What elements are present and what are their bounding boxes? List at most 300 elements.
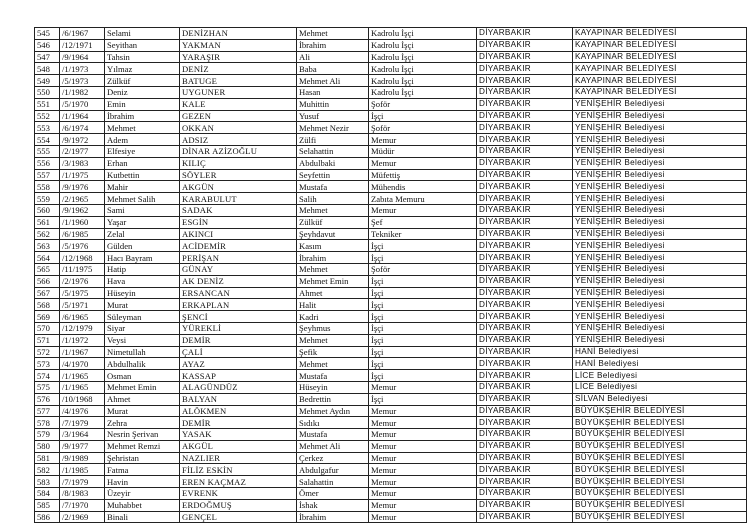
birth-date-cell: /2/1965 xyxy=(60,193,105,205)
city-cell: DİYARBAKIR xyxy=(477,334,573,346)
father-name-cell: Mehmet Aydın xyxy=(297,405,369,417)
surname-cell: NAZLIER xyxy=(180,452,297,464)
institution-cell: BÜYÜKŞEHİR BELEDİYESİ xyxy=(573,405,747,417)
surname-cell: ŞENCİ xyxy=(180,311,297,323)
surname-cell: GEZEN xyxy=(180,110,297,122)
table-row xyxy=(35,452,747,464)
surname-cell: ERSANCAN xyxy=(180,287,297,299)
birth-date-cell: /7/1970 xyxy=(60,499,105,511)
city-cell: DİYARBAKIR xyxy=(477,499,573,511)
birth-date-cell: /2/1977 xyxy=(60,145,105,157)
city-cell: DİYARBAKIR xyxy=(477,193,573,205)
surname-cell: YÜREKLİ xyxy=(180,322,297,334)
row-number-cell: 545 xyxy=(35,28,60,40)
job-title-cell: Memur xyxy=(369,204,477,216)
city-cell: DİYARBAKIR xyxy=(477,322,573,334)
table-row xyxy=(35,311,747,323)
job-title-cell: Memur xyxy=(369,417,477,429)
institution-cell: YENİŞEHİR Belediyesi xyxy=(573,240,747,252)
row-number-cell: 565 xyxy=(35,263,60,275)
table-row xyxy=(35,499,747,511)
job-title-cell: İşçi xyxy=(369,311,477,323)
first-name-cell: Üzeyir xyxy=(105,488,180,500)
job-title-cell: Tekniker xyxy=(369,228,477,240)
city-cell: DİYARBAKIR xyxy=(477,28,573,40)
first-name-cell: Sami xyxy=(105,204,180,216)
surname-cell: DENİZ xyxy=(180,63,297,75)
table-row xyxy=(35,440,747,452)
father-name-cell: Şeyhdavut xyxy=(297,228,369,240)
city-cell: DİYARBAKIR xyxy=(477,370,573,382)
first-name-cell: Gülden xyxy=(105,240,180,252)
job-title-cell: İşçi xyxy=(369,358,477,370)
row-number-cell: 578 xyxy=(35,417,60,429)
table-row xyxy=(35,193,747,205)
table-row xyxy=(35,122,747,134)
surname-cell: SADAK xyxy=(180,204,297,216)
job-title-cell: Şoför xyxy=(369,122,477,134)
table-row xyxy=(35,252,747,264)
institution-cell: YENİŞEHİR Belediyesi xyxy=(573,275,747,287)
surname-cell: AK DENİZ xyxy=(180,275,297,287)
table-row xyxy=(35,216,747,228)
surname-cell: ALAGÜNDÜZ xyxy=(180,381,297,393)
birth-date-cell: /7/1979 xyxy=(60,417,105,429)
job-title-cell: Zabıta Memuru xyxy=(369,193,477,205)
job-title-cell: Memur xyxy=(369,499,477,511)
job-title-cell: İşçi xyxy=(369,299,477,311)
first-name-cell: Hatip xyxy=(105,263,180,275)
father-name-cell: Sıdıkı xyxy=(297,417,369,429)
surname-cell: KASSAP xyxy=(180,370,297,382)
father-name-cell: Mehmet xyxy=(297,28,369,40)
row-number-cell: 576 xyxy=(35,393,60,405)
surname-cell: GENÇEL xyxy=(180,511,297,523)
father-name-cell: Mehmet Ali xyxy=(297,440,369,452)
row-number-cell: 564 xyxy=(35,252,60,264)
job-title-cell: Memur xyxy=(369,511,477,523)
first-name-cell: Yaşar xyxy=(105,216,180,228)
surname-cell: KARABULUT xyxy=(180,193,297,205)
table-row xyxy=(35,381,747,393)
city-cell: DİYARBAKIR xyxy=(477,476,573,488)
table-row xyxy=(35,39,747,51)
birth-date-cell: /1/1973 xyxy=(60,63,105,75)
surname-cell: DİNAR AZİZOĞLU xyxy=(180,145,297,157)
city-cell: DİYARBAKIR xyxy=(477,346,573,358)
row-number-cell: 579 xyxy=(35,429,60,441)
surname-cell: YASAK xyxy=(180,429,297,441)
institution-cell: YENİŞEHİR Belediyesi xyxy=(573,287,747,299)
table-row xyxy=(35,393,747,405)
table-row xyxy=(35,299,747,311)
city-cell: DİYARBAKIR xyxy=(477,51,573,63)
institution-cell: HANİ Belediyesi xyxy=(573,346,747,358)
first-name-cell: Nesrin Şerivan xyxy=(105,429,180,441)
birth-date-cell: /3/1964 xyxy=(60,429,105,441)
institution-cell: YENİŞEHİR Belediyesi xyxy=(573,299,747,311)
city-cell: DİYARBAKIR xyxy=(477,358,573,370)
birth-date-cell: /9/1977 xyxy=(60,440,105,452)
surname-cell: AKINCI xyxy=(180,228,297,240)
father-name-cell: Mustafa xyxy=(297,181,369,193)
father-name-cell: Salih xyxy=(297,193,369,205)
father-name-cell: Mehmet Nezir xyxy=(297,122,369,134)
job-title-cell: Şef xyxy=(369,216,477,228)
job-title-cell: Mühendis xyxy=(369,181,477,193)
father-name-cell: İbrahim xyxy=(297,511,369,523)
first-name-cell: Binali xyxy=(105,511,180,523)
birth-date-cell: /9/1989 xyxy=(60,452,105,464)
father-name-cell: Ahmet xyxy=(297,287,369,299)
row-number-cell: 582 xyxy=(35,464,60,476)
father-name-cell: Mehmet xyxy=(297,358,369,370)
first-name-cell: Havin xyxy=(105,476,180,488)
job-title-cell: İşçi xyxy=(369,110,477,122)
father-name-cell: Ali xyxy=(297,51,369,63)
city-cell: DİYARBAKIR xyxy=(477,216,573,228)
first-name-cell: Mehmet Salih xyxy=(105,193,180,205)
row-number-cell: 585 xyxy=(35,499,60,511)
surname-cell: PERİŞAN xyxy=(180,252,297,264)
table-row xyxy=(35,476,747,488)
birth-date-cell: /1/1985 xyxy=(60,464,105,476)
institution-cell: KAYAPINAR BELEDİYESİ xyxy=(573,51,747,63)
institution-cell: YENİŞEHİR Belediyesi xyxy=(573,204,747,216)
job-title-cell: Memur xyxy=(369,452,477,464)
job-title-cell: Kadrolu İşçi xyxy=(369,86,477,98)
table-row xyxy=(35,417,747,429)
job-title-cell: İşçi xyxy=(369,252,477,264)
father-name-cell: Abdulbaki xyxy=(297,157,369,169)
row-number-cell: 581 xyxy=(35,452,60,464)
job-title-cell: Memur xyxy=(369,381,477,393)
first-name-cell: Murat xyxy=(105,299,180,311)
row-number-cell: 575 xyxy=(35,381,60,393)
father-name-cell: Abdulgafur xyxy=(297,464,369,476)
institution-cell: YENİŞEHİR Belediyesi xyxy=(573,181,747,193)
father-name-cell: Bedrettin xyxy=(297,393,369,405)
city-cell: DİYARBAKIR xyxy=(477,110,573,122)
first-name-cell: Mahir xyxy=(105,181,180,193)
institution-cell: BÜYÜKŞEHİR BELEDİYESİ xyxy=(573,417,747,429)
father-name-cell: Mehmet xyxy=(297,263,369,275)
birth-date-cell: /4/1970 xyxy=(60,358,105,370)
surname-cell: KILIÇ xyxy=(180,157,297,169)
table-row xyxy=(35,275,747,287)
institution-cell: YENİŞEHİR Belediyesi xyxy=(573,311,747,323)
father-name-cell: Ömer xyxy=(297,488,369,500)
surname-cell: YAKMAN xyxy=(180,39,297,51)
table-row xyxy=(35,429,747,441)
job-title-cell: İşçi xyxy=(369,334,477,346)
table-row xyxy=(35,204,747,216)
row-number-cell: 559 xyxy=(35,193,60,205)
row-number-cell: 553 xyxy=(35,122,60,134)
row-number-cell: 569 xyxy=(35,311,60,323)
table-row xyxy=(35,488,747,500)
first-name-cell: Veysi xyxy=(105,334,180,346)
job-title-cell: İşçi xyxy=(369,240,477,252)
row-number-cell: 546 xyxy=(35,39,60,51)
birth-date-cell: /1/1965 xyxy=(60,370,105,382)
institution-cell: YENİŞEHİR Belediyesi xyxy=(573,98,747,110)
birth-date-cell: /6/1985 xyxy=(60,228,105,240)
birth-date-cell: /9/1972 xyxy=(60,134,105,146)
first-name-cell: Mehmet xyxy=(105,122,180,134)
father-name-cell: Mustafa xyxy=(297,429,369,441)
institution-cell: KAYAPINAR BELEDİYESİ xyxy=(573,28,747,40)
surname-cell: DENİZHAN xyxy=(180,28,297,40)
father-name-cell: Muhittin xyxy=(297,98,369,110)
surname-cell: DEMİR xyxy=(180,417,297,429)
first-name-cell: Zehra xyxy=(105,417,180,429)
city-cell: DİYARBAKIR xyxy=(477,39,573,51)
institution-cell: KAYAPINAR BELEDİYESİ xyxy=(573,39,747,51)
table-row xyxy=(35,63,747,75)
job-title-cell: Kadrolu İşçi xyxy=(369,75,477,87)
row-number-cell: 567 xyxy=(35,287,60,299)
institution-cell: YENİŞEHİR Belediyesi xyxy=(573,110,747,122)
first-name-cell: Zelal xyxy=(105,228,180,240)
row-number-cell: 554 xyxy=(35,134,60,146)
first-name-cell: Deniz xyxy=(105,86,180,98)
row-number-cell: 580 xyxy=(35,440,60,452)
surname-cell: GÜNAY xyxy=(180,263,297,275)
city-cell: DİYARBAKIR xyxy=(477,145,573,157)
row-number-cell: 563 xyxy=(35,240,60,252)
first-name-cell: Seyithan xyxy=(105,39,180,51)
row-number-cell: 568 xyxy=(35,299,60,311)
first-name-cell: Hacı Bayram xyxy=(105,252,180,264)
father-name-cell: Selahattin xyxy=(297,145,369,157)
job-title-cell: Şoför xyxy=(369,98,477,110)
birth-date-cell: /1/1964 xyxy=(60,110,105,122)
table-row xyxy=(35,358,747,370)
city-cell: DİYARBAKIR xyxy=(477,98,573,110)
row-number-cell: 571 xyxy=(35,334,60,346)
surname-cell: ACİDEMİR xyxy=(180,240,297,252)
first-name-cell: Muhabbet xyxy=(105,499,180,511)
first-name-cell: Selami xyxy=(105,28,180,40)
first-name-cell: Ahmet xyxy=(105,393,180,405)
table-row xyxy=(35,86,747,98)
table-row xyxy=(35,228,747,240)
institution-cell: YENİŞEHİR Belediyesi xyxy=(573,193,747,205)
birth-date-cell: /6/1965 xyxy=(60,311,105,323)
row-number-cell: 548 xyxy=(35,63,60,75)
row-number-cell: 583 xyxy=(35,476,60,488)
institution-cell: YENİŞEHİR Belediyesi xyxy=(573,263,747,275)
city-cell: DİYARBAKIR xyxy=(477,381,573,393)
city-cell: DİYARBAKIR xyxy=(477,299,573,311)
institution-cell: LİCE Belediyesi xyxy=(573,381,747,393)
row-number-cell: 557 xyxy=(35,169,60,181)
city-cell: DİYARBAKIR xyxy=(477,86,573,98)
document-page xyxy=(34,27,746,523)
father-name-cell: Baba xyxy=(297,63,369,75)
institution-cell: SİLVAN Belediyesi xyxy=(573,393,747,405)
row-number-cell: 577 xyxy=(35,405,60,417)
institution-cell: BÜYÜKŞEHİR BELEDİYESİ xyxy=(573,499,747,511)
first-name-cell: Süleyman xyxy=(105,311,180,323)
city-cell: DİYARBAKIR xyxy=(477,252,573,264)
city-cell: DİYARBAKIR xyxy=(477,240,573,252)
surname-cell: OKKAN xyxy=(180,122,297,134)
job-title-cell: Memur xyxy=(369,157,477,169)
institution-cell: YENİŞEHİR Belediyesi xyxy=(573,252,747,264)
father-name-cell: Şeyhmus xyxy=(297,322,369,334)
first-name-cell: Hüseyin xyxy=(105,287,180,299)
job-title-cell: İşçi xyxy=(369,287,477,299)
first-name-cell: Nimetullah xyxy=(105,346,180,358)
city-cell: DİYARBAKIR xyxy=(477,429,573,441)
birth-date-cell: /3/1983 xyxy=(60,157,105,169)
job-title-cell: Kadrolu İşçi xyxy=(369,39,477,51)
birth-date-cell: /11/1975 xyxy=(60,263,105,275)
father-name-cell: Çerkez xyxy=(297,452,369,464)
job-title-cell: İşçi xyxy=(369,275,477,287)
birth-date-cell: /2/1976 xyxy=(60,275,105,287)
table-row xyxy=(35,145,747,157)
surname-cell: BALYAN xyxy=(180,393,297,405)
table-row xyxy=(35,240,747,252)
father-name-cell: Şefik xyxy=(297,346,369,358)
birth-date-cell: /5/1971 xyxy=(60,299,105,311)
city-cell: DİYARBAKIR xyxy=(477,134,573,146)
father-name-cell: Salahattin xyxy=(297,476,369,488)
row-number-cell: 574 xyxy=(35,370,60,382)
surname-cell: ERKAPLAN xyxy=(180,299,297,311)
city-cell: DİYARBAKIR xyxy=(477,311,573,323)
birth-date-cell: /1/1965 xyxy=(60,381,105,393)
job-title-cell: İşçi xyxy=(369,322,477,334)
table-row xyxy=(35,110,747,122)
birth-date-cell: /5/1976 xyxy=(60,240,105,252)
first-name-cell: Osman xyxy=(105,370,180,382)
table-row xyxy=(35,287,747,299)
surname-cell: ESGİN xyxy=(180,216,297,228)
row-number-cell: 584 xyxy=(35,488,60,500)
first-name-cell: Yılmaz xyxy=(105,63,180,75)
table-row xyxy=(35,464,747,476)
first-name-cell: Hava xyxy=(105,275,180,287)
table-row xyxy=(35,98,747,110)
surname-cell: ALÖKMEN xyxy=(180,405,297,417)
job-title-cell: Memur xyxy=(369,429,477,441)
birth-date-cell: /12/1968 xyxy=(60,252,105,264)
birth-date-cell: /6/1974 xyxy=(60,122,105,134)
city-cell: DİYARBAKIR xyxy=(477,464,573,476)
table-row xyxy=(35,346,747,358)
city-cell: DİYARBAKIR xyxy=(477,263,573,275)
row-number-cell: 556 xyxy=(35,157,60,169)
city-cell: DİYARBAKIR xyxy=(477,511,573,523)
city-cell: DİYARBAKIR xyxy=(477,275,573,287)
institution-cell: BÜYÜKŞEHİR BELEDİYESİ xyxy=(573,476,747,488)
father-name-cell: Seyfettin xyxy=(297,169,369,181)
birth-date-cell: /1/1982 xyxy=(60,86,105,98)
birth-date-cell: /12/1971 xyxy=(60,39,105,51)
birth-date-cell: /4/1976 xyxy=(60,405,105,417)
table-row xyxy=(35,157,747,169)
job-title-cell: Şoför xyxy=(369,263,477,275)
first-name-cell: Siyar xyxy=(105,322,180,334)
birth-date-cell: /9/1962 xyxy=(60,204,105,216)
job-title-cell: Kadrolu İşçi xyxy=(369,51,477,63)
institution-cell: YENİŞEHİR Belediyesi xyxy=(573,157,747,169)
surname-cell: KALE xyxy=(180,98,297,110)
birth-date-cell: /12/1979 xyxy=(60,322,105,334)
surname-cell: BATUGE xyxy=(180,75,297,87)
birth-date-cell: /8/1983 xyxy=(60,488,105,500)
city-cell: DİYARBAKIR xyxy=(477,228,573,240)
first-name-cell: Murat xyxy=(105,405,180,417)
father-name-cell: Yusuf xyxy=(297,110,369,122)
row-number-cell: 586 xyxy=(35,511,60,523)
job-title-cell: Kadrolu İşçi xyxy=(369,28,477,40)
row-number-cell: 552 xyxy=(35,110,60,122)
row-number-cell: 555 xyxy=(35,145,60,157)
job-title-cell: Müdür xyxy=(369,145,477,157)
city-cell: DİYARBAKIR xyxy=(477,204,573,216)
city-cell: DİYARBAKIR xyxy=(477,63,573,75)
city-cell: DİYARBAKIR xyxy=(477,488,573,500)
father-name-cell: Halit xyxy=(297,299,369,311)
city-cell: DİYARBAKIR xyxy=(477,122,573,134)
job-title-cell: İşçi xyxy=(369,370,477,382)
first-name-cell: Kutbettin xyxy=(105,169,180,181)
surname-cell: AYAZ xyxy=(180,358,297,370)
row-number-cell: 558 xyxy=(35,181,60,193)
table-row xyxy=(35,181,747,193)
father-name-cell: Zülküf xyxy=(297,216,369,228)
row-number-cell: 572 xyxy=(35,346,60,358)
job-title-cell: İşçi xyxy=(369,346,477,358)
father-name-cell: İbrahim xyxy=(297,39,369,51)
job-title-cell: Memur xyxy=(369,440,477,452)
table-row xyxy=(35,263,747,275)
institution-cell: YENİŞEHİR Belediyesi xyxy=(573,145,747,157)
institution-cell: KAYAPINAR BELEDİYESİ xyxy=(573,86,747,98)
institution-cell: BÜYÜKŞEHİR BELEDİYESİ xyxy=(573,440,747,452)
birth-date-cell: /1/1975 xyxy=(60,169,105,181)
city-cell: DİYARBAKIR xyxy=(477,452,573,464)
birth-date-cell: /1/1967 xyxy=(60,346,105,358)
job-title-cell: Memur xyxy=(369,405,477,417)
birth-date-cell: /7/1979 xyxy=(60,476,105,488)
job-title-cell: İşçi xyxy=(369,393,477,405)
institution-cell: YENİŞEHİR Belediyesi xyxy=(573,216,747,228)
row-number-cell: 566 xyxy=(35,275,60,287)
father-name-cell: Mehmet Ali xyxy=(297,75,369,87)
table-row xyxy=(35,405,747,417)
first-name-cell: Erhan xyxy=(105,157,180,169)
table-row xyxy=(35,322,747,334)
father-name-cell: Mehmet xyxy=(297,334,369,346)
table-row xyxy=(35,370,747,382)
job-title-cell: Kadrolu İşçi xyxy=(369,63,477,75)
birth-date-cell: /1/1972 xyxy=(60,334,105,346)
birth-date-cell: /5/1973 xyxy=(60,75,105,87)
row-number-cell: 561 xyxy=(35,216,60,228)
table-row xyxy=(35,334,747,346)
father-name-cell: İbrahim xyxy=(297,252,369,264)
father-name-cell: Hüseyin xyxy=(297,381,369,393)
first-name-cell: Abdulhalik xyxy=(105,358,180,370)
city-cell: DİYARBAKIR xyxy=(477,393,573,405)
father-name-cell: Kasım xyxy=(297,240,369,252)
